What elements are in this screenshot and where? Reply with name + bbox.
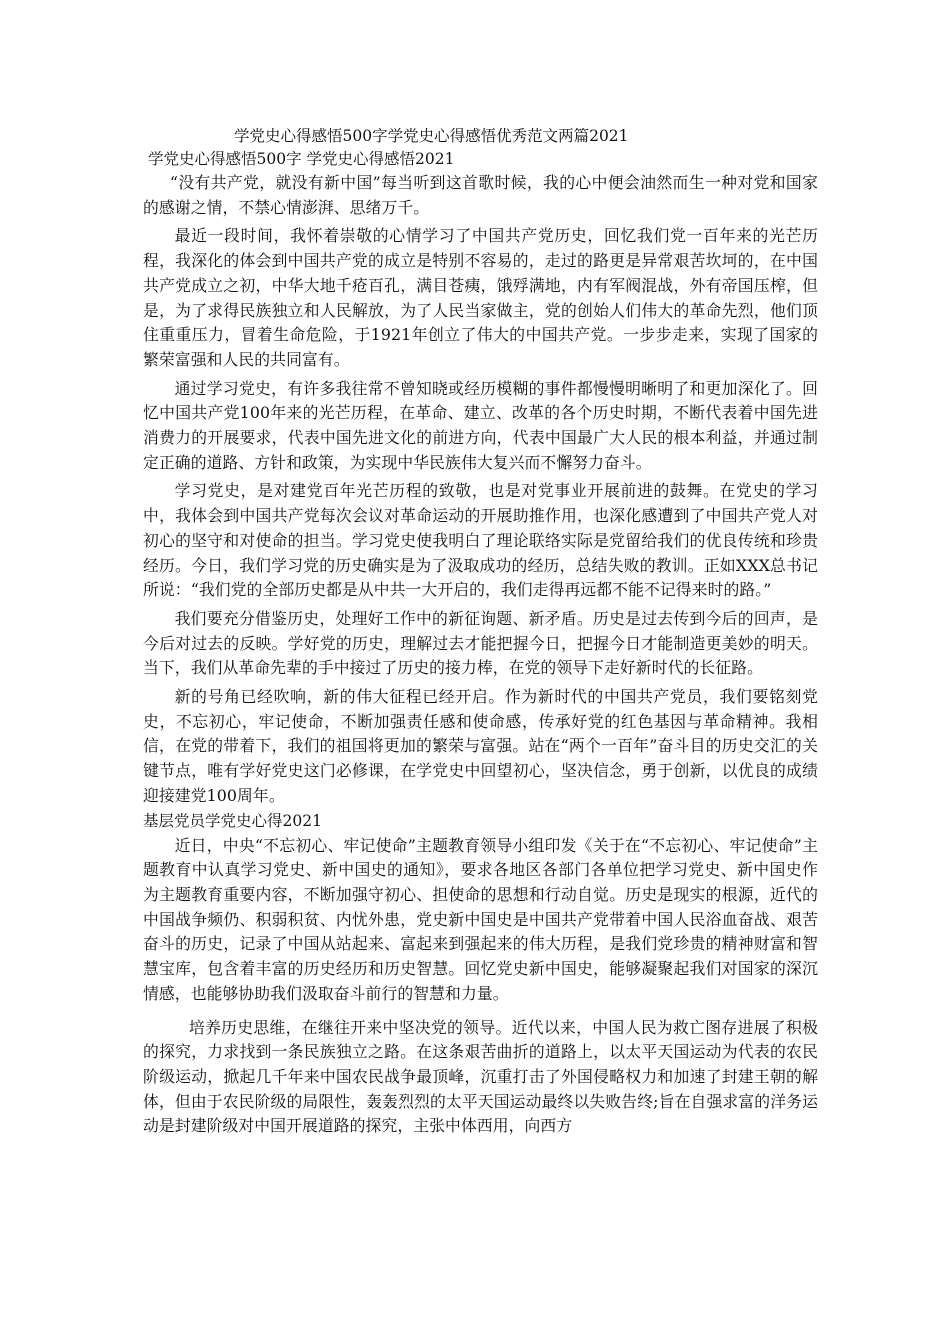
article2-paragraph-1: 近日，中央“不忘初心、牢记使命”主题教育领导小组印发《关于在“不忘初心、牢记使命”主题教育中认真学习党史、新中国史的通知》，要求各地区各部门各单位把学习党史、新中国史作为主题教育重要内容，不断加强守初心、担使命的思想和行动自觉。历史是现实的根源，近代的中国战争频仍、积弱积贫、内忧外患，党史新中国史是中国共产党带着中国人民浴血奋战、艰苦奋斗的历史，记录了中国从站起来、富起来到强起来的伟大历程，是我们党珍贵的精神财富和智慧宝库，包含着丰富的历史经历和历史智慧。回忆党史新中国史，能够凝聚起我们对国家的深沉情感，也能够协助我们汲取奋斗前行的智慧和力量。 (143, 835, 818, 1003)
article1-paragraph-1: “没有共产党，就没有新中国”每当听到这首歌时候，我的心中便会油然而生一种对党和国家的感谢之情，不禁心情澎湃、思绪万千。 (143, 173, 818, 217)
article1-heading: 学党史心得感悟500字 学党史心得感悟2021 (148, 150, 455, 168)
article1-paragraph-4: 学习党史，是对建党百年光芒历程的致敬，也是对党事业开展前进的鼓舞。在党史的学习中，我体会到中国共产党每次会议对革命运动的开展助推作用，也深化感遭到了中国共产党人对初心的坚守和对使命的担当。学习党史使我明白了理论联络实际是党留给我们的优良传统和珍贵经历。今日，我们学习党的历史确实是为了汲取成功的经历，总结失败的教训。正如XXX总书记所说：“我们党的全部历史都是从中共一大开启的，我们走得再远都不能不记得来时的路。” (143, 481, 818, 600)
article1-paragraph-6: 新的号角已经吹响，新的伟大征程已经开启。作为新时代的中国共产党员，我们要铭刻党史，不忘初心，牢记使命，不断加强责任感和使命感，传承好党的红色基因与革命精神。我相信，在党的带着下，我们的祖国将更加的繁荣与富强。站在“两个一百年”奋斗目的历史交汇的关键节点，唯有学好党史这门必修课，在学党史中回望初心，坚决信念，勇于创新，以优良的成绩迎接建党100周年。 (143, 687, 818, 805)
document-page (143, 125, 818, 1139)
article1-paragraph-5: 我们要充分借鉴历史，处理好工作中的新征询题、新矛盾。历史是过去传到今后的回声，是今后对过去的反映。学好党的历史，理解过去才能把握今日，把握今日才能制造更美妙的明天。当下，我们从革命先辈的手中接过了历史的接力棒，在党的领导下走好新时代的长征路。 (143, 608, 818, 678)
document-title: 学党史心得感悟500字学党史心得感悟优秀范文两篇2021 (234, 127, 629, 145)
paragraph-gap (143, 1007, 818, 1016)
article1-paragraph-3: 通过学习党史，有许多我往常不曾知晓或经历模糊的事件都慢慢明晰明了和更加深化了。回忆中国共产党100年来的光芒历程，在革命、建立、改革的各个历史时期，不断代表着中国先进消费力的开展要求，代表中国先进文化的前进方向，代表中国最广大人民的根本利益，并通过制定正确的道路、方针和政策，为实现中华民族伟大复兴而不懈努力奋斗。 (143, 378, 818, 472)
article2-heading: 基层党员学党史心得2021 (143, 811, 322, 830)
article2-paragraph-2: 培养历史思维，在继往开来中坚决党的领导。近代以来，中国人民为救亡图存进展了积极的探究，力求找到一条民族独立之路。在这条艰苦曲折的道路上，以太平天国运动为代表的农民阶级运动，掀起几千年来中国农民战争最顶峰，沉重打击了外国侵略权力和加速了封建王朝的解体，但由于农民阶级的局限性，轰轰烈烈的太平天国运动最终以失败告终;旨在自强求富的洋务运动是封建阶级对中国开展道路的探究，主张中体西用，向西方 (143, 1017, 818, 1136)
article1-paragraph-2: 最近一段时间，我怀着崇敬的心情学习了中国共产党历史，回忆我们党一百年来的光芒历程，我深化的体会到中国共产党的成立是特别不容易的，走过的路更是异常艰苦坎坷的，在中国共产党成立之初，中华大地千疮百孔，满目苍痍，饿殍满地，内有军阀混战，外有帝国压榨，但是，为了求得民族独立和人民解放，为了人民当家做主，党的创始人们伟大的革命先烈，他们顶住重重压力，冒着生命危险，于1921年创立了伟大的中国共产党。一步步走来，实现了国家的繁荣富强和人民的共同富有。 (143, 226, 818, 369)
